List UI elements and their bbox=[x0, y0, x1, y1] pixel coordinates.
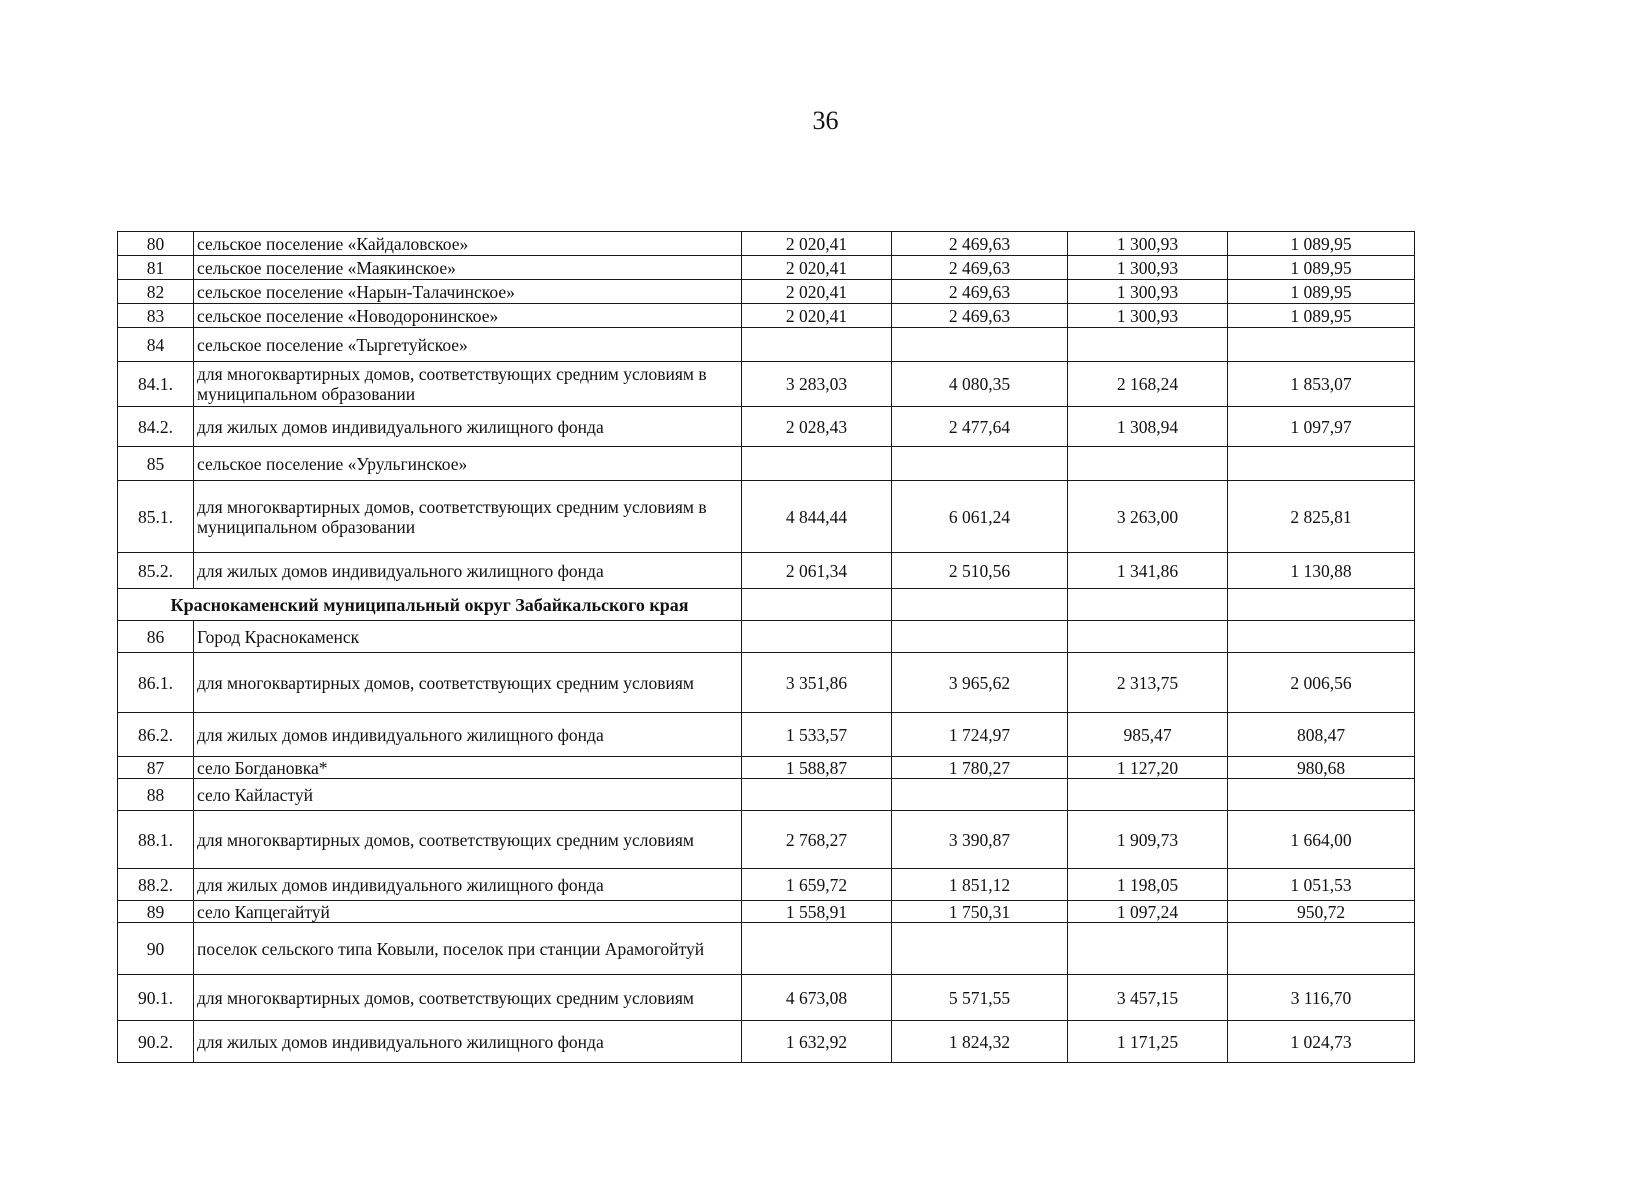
row-number: 86 bbox=[118, 621, 194, 653]
row-number: 90.1. bbox=[118, 975, 194, 1021]
row-number: 82 bbox=[118, 280, 194, 304]
table-row bbox=[118, 653, 1415, 713]
table-row bbox=[118, 975, 1415, 1021]
value-col-3 bbox=[1068, 328, 1228, 362]
value-col-2: 3 390,87 bbox=[892, 811, 1068, 869]
value-col-3: 3 263,00 bbox=[1068, 481, 1228, 553]
value-col-1: 2 020,41 bbox=[742, 304, 892, 328]
settlement-name: сельское поселение «Новодоронинское» bbox=[194, 304, 742, 328]
value-col-3 bbox=[1068, 779, 1228, 811]
value-col-3: 1 300,93 bbox=[1068, 280, 1228, 304]
value-col-4: 1 130,88 bbox=[1228, 553, 1415, 589]
value-col-1 bbox=[742, 923, 892, 975]
value-col-2: 4 080,35 bbox=[892, 362, 1068, 407]
settlement-name: село Богдановка* bbox=[194, 757, 742, 779]
row-number: 86.1. bbox=[118, 653, 194, 713]
value-col-1: 1 588,87 bbox=[742, 757, 892, 779]
table-row bbox=[118, 621, 1415, 653]
value-col-2: 2 477,64 bbox=[892, 407, 1068, 447]
row-number: 90.2. bbox=[118, 1021, 194, 1063]
table-row bbox=[118, 280, 1415, 304]
row-number: 83 bbox=[118, 304, 194, 328]
value-col-4 bbox=[1228, 447, 1415, 481]
settlement-name: село Капцегайтуй bbox=[194, 901, 742, 923]
table-row bbox=[118, 232, 1415, 256]
value-col-4 bbox=[1228, 779, 1415, 811]
settlement-name: для многоквартирных домов, соответствующих средним условиям в муниципальном образовании bbox=[194, 362, 742, 407]
table-row bbox=[118, 757, 1415, 779]
value-col-1: 4 844,44 bbox=[742, 481, 892, 553]
value-col-4 bbox=[1228, 328, 1415, 362]
value-col-4: 3 116,70 bbox=[1228, 975, 1415, 1021]
settlement-name: село Кайластуй bbox=[194, 779, 742, 811]
value-col-1: 4 673,08 bbox=[742, 975, 892, 1021]
value-col-2: 1 750,31 bbox=[892, 901, 1068, 923]
value-col-4: 1 024,73 bbox=[1228, 1021, 1415, 1063]
tariff-table-body bbox=[118, 232, 1415, 1063]
settlement-name: для жилых домов индивидуального жилищного фонда bbox=[194, 869, 742, 901]
value-col-2: 2 469,63 bbox=[892, 280, 1068, 304]
settlement-name: сельское поселение «Тыргетуйское» bbox=[194, 328, 742, 362]
value-col-2: 2 469,63 bbox=[892, 304, 1068, 328]
row-number: 89 bbox=[118, 901, 194, 923]
row-number: 85 bbox=[118, 447, 194, 481]
row-number: 88 bbox=[118, 779, 194, 811]
value-col-4: 1 664,00 bbox=[1228, 811, 1415, 869]
value-col-2 bbox=[892, 621, 1068, 653]
settlement-name: для многоквартирных домов, соответствующих средним условиям bbox=[194, 653, 742, 713]
value-col-3: 1 909,73 bbox=[1068, 811, 1228, 869]
settlement-name: для многоквартирных домов, соответствующих средним условиям bbox=[194, 975, 742, 1021]
table-row bbox=[118, 328, 1415, 362]
value-col-2: 5 571,55 bbox=[892, 975, 1068, 1021]
value-col-1: 2 028,43 bbox=[742, 407, 892, 447]
row-number: 88.1. bbox=[118, 811, 194, 869]
value-col-1: 2 768,27 bbox=[742, 811, 892, 869]
value-col-4: 1 853,07 bbox=[1228, 362, 1415, 407]
value-col-4: 2 006,56 bbox=[1228, 653, 1415, 713]
tariff-table bbox=[117, 231, 1415, 1063]
value-col-1 bbox=[742, 447, 892, 481]
settlement-name: сельское поселение «Урульгинское» bbox=[194, 447, 742, 481]
table-row bbox=[118, 779, 1415, 811]
value-col-4: 980,68 bbox=[1228, 757, 1415, 779]
table-row bbox=[118, 901, 1415, 923]
value-col-4: 2 825,81 bbox=[1228, 481, 1415, 553]
value-col-2 bbox=[892, 328, 1068, 362]
value-col-3: 1 171,25 bbox=[1068, 1021, 1228, 1063]
value-col-3: 2 313,75 bbox=[1068, 653, 1228, 713]
section-row bbox=[118, 589, 1415, 621]
empty-cell bbox=[742, 589, 892, 621]
value-col-2: 6 061,24 bbox=[892, 481, 1068, 553]
value-col-4: 1 089,95 bbox=[1228, 256, 1415, 280]
empty-cell bbox=[1228, 589, 1415, 621]
page-number: 36 bbox=[812, 106, 839, 135]
value-col-4: 950,72 bbox=[1228, 901, 1415, 923]
value-col-3 bbox=[1068, 447, 1228, 481]
value-col-3: 1 300,93 bbox=[1068, 256, 1228, 280]
value-col-4 bbox=[1228, 621, 1415, 653]
table-row bbox=[118, 553, 1415, 589]
row-number: 84 bbox=[118, 328, 194, 362]
value-col-1: 2 061,34 bbox=[742, 553, 892, 589]
value-col-4: 1 089,95 bbox=[1228, 280, 1415, 304]
value-col-4: 1 051,53 bbox=[1228, 869, 1415, 901]
value-col-2: 2 469,63 bbox=[892, 232, 1068, 256]
value-col-2 bbox=[892, 923, 1068, 975]
value-col-4: 1 089,95 bbox=[1228, 304, 1415, 328]
value-col-1: 2 020,41 bbox=[742, 280, 892, 304]
value-col-1: 1 632,92 bbox=[742, 1021, 892, 1063]
settlement-name: Город Краснокаменск bbox=[194, 621, 742, 653]
row-number: 81 bbox=[118, 256, 194, 280]
value-col-1 bbox=[742, 328, 892, 362]
value-col-1: 2 020,41 bbox=[742, 256, 892, 280]
value-col-3: 3 457,15 bbox=[1068, 975, 1228, 1021]
settlement-name: сельское поселение «Маякинское» bbox=[194, 256, 742, 280]
table-row bbox=[118, 481, 1415, 553]
value-col-3: 1 300,93 bbox=[1068, 304, 1228, 328]
value-col-1: 2 020,41 bbox=[742, 232, 892, 256]
row-number: 87 bbox=[118, 757, 194, 779]
table-row bbox=[118, 1021, 1415, 1063]
settlement-name: поселок сельского типа Ковыли, поселок при станции Арамогойтуй bbox=[194, 923, 742, 975]
value-col-2: 1 780,27 bbox=[892, 757, 1068, 779]
value-col-2: 2 510,56 bbox=[892, 553, 1068, 589]
value-col-3: 1 127,20 bbox=[1068, 757, 1228, 779]
settlement-name: для жилых домов индивидуального жилищного фонда bbox=[194, 1021, 742, 1063]
value-col-2 bbox=[892, 447, 1068, 481]
settlement-name: сельское поселение «Кайдаловское» bbox=[194, 232, 742, 256]
row-number: 88.2. bbox=[118, 869, 194, 901]
value-col-4 bbox=[1228, 923, 1415, 975]
value-col-1: 1 533,57 bbox=[742, 713, 892, 757]
value-col-1: 1 659,72 bbox=[742, 869, 892, 901]
value-col-3: 985,47 bbox=[1068, 713, 1228, 757]
table-row bbox=[118, 713, 1415, 757]
table-row bbox=[118, 447, 1415, 481]
row-number: 90 bbox=[118, 923, 194, 975]
value-col-3 bbox=[1068, 923, 1228, 975]
value-col-3: 1 097,24 bbox=[1068, 901, 1228, 923]
table-row bbox=[118, 407, 1415, 447]
settlement-name: для многоквартирных домов, соответствующих средним условиям bbox=[194, 811, 742, 869]
value-col-1: 1 558,91 bbox=[742, 901, 892, 923]
settlement-name: для жилых домов индивидуального жилищного фонда bbox=[194, 553, 742, 589]
value-col-1: 3 283,03 bbox=[742, 362, 892, 407]
row-number: 84.1. bbox=[118, 362, 194, 407]
value-col-3: 1 308,94 bbox=[1068, 407, 1228, 447]
value-col-2: 1 851,12 bbox=[892, 869, 1068, 901]
table-row bbox=[118, 362, 1415, 407]
row-number: 85.2. bbox=[118, 553, 194, 589]
row-number: 86.2. bbox=[118, 713, 194, 757]
value-col-3: 1 198,05 bbox=[1068, 869, 1228, 901]
row-number: 84.2. bbox=[118, 407, 194, 447]
section-title: Краснокаменский муниципальный округ Забайкальского края bbox=[118, 589, 742, 621]
value-col-4: 1 097,97 bbox=[1228, 407, 1415, 447]
settlement-name: для многоквартирных домов, соответствующих средним условиям в муниципальном образовании bbox=[194, 481, 742, 553]
value-col-1 bbox=[742, 779, 892, 811]
value-col-1: 3 351,86 bbox=[742, 653, 892, 713]
value-col-3: 2 168,24 bbox=[1068, 362, 1228, 407]
value-col-3 bbox=[1068, 621, 1228, 653]
row-number: 80 bbox=[118, 232, 194, 256]
table-row bbox=[118, 923, 1415, 975]
value-col-2 bbox=[892, 779, 1068, 811]
row-number: 85.1. bbox=[118, 481, 194, 553]
value-col-2: 1 824,32 bbox=[892, 1021, 1068, 1063]
value-col-4: 808,47 bbox=[1228, 713, 1415, 757]
value-col-3: 1 341,86 bbox=[1068, 553, 1228, 589]
table-row bbox=[118, 304, 1415, 328]
value-col-1 bbox=[742, 621, 892, 653]
table-row bbox=[118, 869, 1415, 901]
value-col-2: 2 469,63 bbox=[892, 256, 1068, 280]
settlement-name: сельское поселение «Нарын-Талачинское» bbox=[194, 280, 742, 304]
empty-cell bbox=[1068, 589, 1228, 621]
empty-cell bbox=[892, 589, 1068, 621]
value-col-2: 3 965,62 bbox=[892, 653, 1068, 713]
value-col-4: 1 089,95 bbox=[1228, 232, 1415, 256]
settlement-name: для жилых домов индивидуального жилищного фонда bbox=[194, 713, 742, 757]
value-col-3: 1 300,93 bbox=[1068, 232, 1228, 256]
value-col-2: 1 724,97 bbox=[892, 713, 1068, 757]
settlement-name: для жилых домов индивидуального жилищного фонда bbox=[194, 407, 742, 447]
table-row bbox=[118, 811, 1415, 869]
table-row bbox=[118, 256, 1415, 280]
